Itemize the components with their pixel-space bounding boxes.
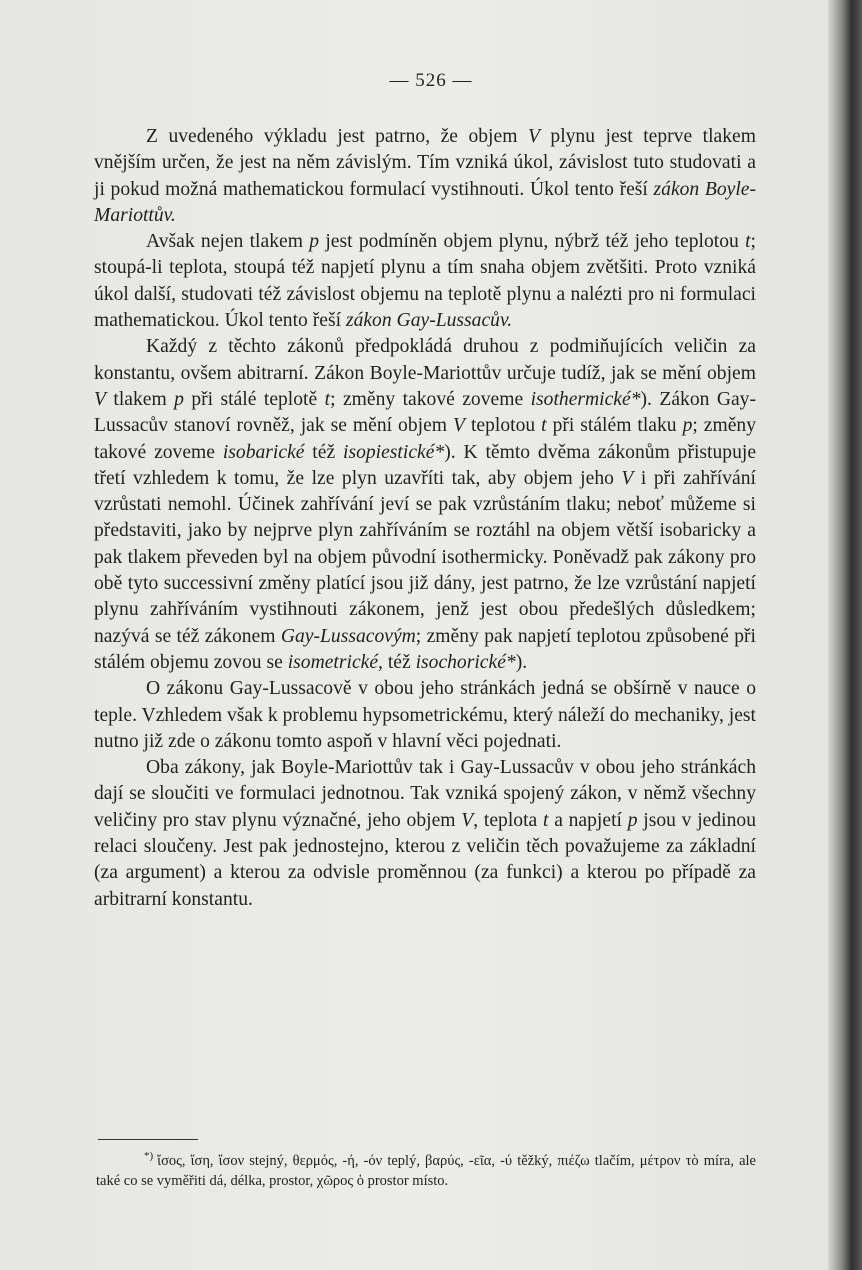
text-run: ; změny takové zoveme: [330, 388, 531, 410]
text-run: ). Zákon Gay-Lussacův stanoví rovněž, jak se mění objem: [94, 388, 757, 437]
book-binding-edge: [828, 0, 862, 1270]
text-run: ; změny pak napjetí teplotou způsobené při stálém objemu zovou se: [94, 625, 756, 673]
text-run: Avšak nejen tlakem: [146, 231, 310, 253]
paragraph: [94, 334, 756, 676]
italic-text: p: [174, 388, 184, 410]
text-run: , teplota: [473, 809, 543, 831]
text-run: ).: [515, 651, 528, 673]
italic-text: V: [453, 415, 465, 437]
italic-text: V: [94, 388, 106, 410]
text-run: a napjetí: [548, 809, 628, 831]
footnote-text: ἴσος, ἴση, ἴσον stejný, θερμός, -ή, -όν teplý, βαρύς, -εῖα, -ύ těžký, πιέζω tlačím, μέτρον τὸ míra, ale také co se vyměřiti dá, délka, prostor, χῶρος ὁ prostor místo.: [96, 1152, 756, 1190]
text-run: při stálé teplotě: [183, 388, 325, 410]
footnote-mark: *): [144, 1150, 154, 1162]
italic-text: isochorické*: [415, 651, 516, 673]
italic-text: zákon Boyle-Mariottův.: [94, 178, 756, 226]
text-run: též: [304, 441, 343, 463]
italic-text: isometrické,: [287, 651, 383, 673]
text-run: ; změny takové zoveme: [94, 415, 756, 463]
italic-text: V: [527, 126, 540, 147]
italic-text: isobarické: [222, 441, 305, 463]
text-run: též: [382, 651, 416, 673]
italic-text: p: [682, 415, 693, 437]
text-run: ). K těmto dvěma zákonům přistupuje třetí vzhledem k tomu, že lze plyn uzavříti tak, aby objem jeho: [94, 441, 757, 489]
text-run: Oba zákony, jak Boyle-Mariottův tak i Gay-Lussacův v obou jeho stránkách dají se sloučiti ve formulaci jednotnou. Tak vzniká spojený zákon, v němž všechny veličiny pro stav plynu význačné, jeho objem: [94, 757, 756, 831]
text-run: jsou v jedinou relaci sloučeny. Jest pak jednostejno, kterou z veličin těch považujeme za základní (za argument) a kterou za odvisle proměnnou (za funkci) a kterou po případě za arbitrarní konstantu.: [94, 809, 757, 910]
paragraph: [94, 229, 756, 334]
italic-text: V: [461, 809, 474, 831]
text-run: teplotou: [464, 415, 542, 437]
text-run: při stálém tlaku: [546, 415, 683, 437]
text-run: plynu jest teprve tlakem vnějším určen, že jest na něm závislým. Tím vzniká úkol, závislost tuto studovati a ji pokud možná mathematickou formulací vystihnouti. Úkol tento řeší: [94, 126, 756, 200]
italic-text: isothermické*: [530, 388, 641, 410]
italic-text: p: [309, 231, 320, 253]
italic-text: t: [324, 388, 331, 410]
italic-text: isopiestické*: [343, 441, 445, 463]
paragraph: [94, 676, 756, 755]
italic-text: Gay-Lussacovým: [280, 625, 416, 647]
italic-text: t: [542, 809, 549, 831]
text-run: tlakem: [105, 388, 175, 410]
footnote-rule: [98, 1139, 198, 1140]
page-number: — 526 —: [389, 70, 473, 91]
text-run: Každý z těchto zákonů předpokládá druhou z podmiňujících veličin za konstantu, ovšem abitrarní. Zákon Boyle-Mariottův určuje tudíž, jak se mění objem: [94, 336, 756, 384]
paragraph: [94, 755, 756, 913]
italic-text: t: [745, 231, 751, 253]
italic-text: t: [541, 415, 547, 437]
italic-text: p: [627, 809, 638, 831]
text-run: i při zahřívání vzrůstati nemohl. Účinek zahřívání jeví se pak vzrůstáním tlaku; neboť můžeme si představiti, jako by nejprve plyn zahříváním se roztáhl na objem větší isobaricky a pak tlakem převeden byl na objem původní isothermicky. Poněvadž pak zákony pro obě tyto successivní změny platící jsou již dány, jest patrno, že lze vzrůstání napjetí plynu zahříváním vystihnouti zákonem, jenž jest obou předešlých důsledkem; nazývá se též zákonem: [94, 467, 756, 647]
body-text: [94, 124, 756, 913]
text-run: Z uvedeného výkladu jest patrno, že objem: [146, 126, 528, 147]
text-run: jest podmíněn objem plynu, nýbrž též jeho teplotou: [319, 231, 746, 253]
text-run: O zákonu Gay-Lussacově v obou jeho stránkách jedná se obšírně v nauce o teple. Vzhledem však k problemu hypsometrickému, který náleží do mechaniky, jest nutno již zde o zákonu tomto aspoň v hlavní věci pojednati.: [94, 678, 756, 752]
footnote: [96, 1146, 756, 1192]
italic-text: zákon Gay-Lussacův.: [345, 310, 513, 332]
paragraph: [94, 124, 756, 229]
text-run: ; stoupá-li teplota, stoupá též napjetí plynu a tím snaha objem zvětšiti. Proto vzniká úkol další, studovati též závislost objemu na teplotě plynu a nalézti pro ni formulaci mathematickou. Úkol tento řeší: [94, 231, 756, 332]
italic-text: V: [621, 467, 634, 489]
